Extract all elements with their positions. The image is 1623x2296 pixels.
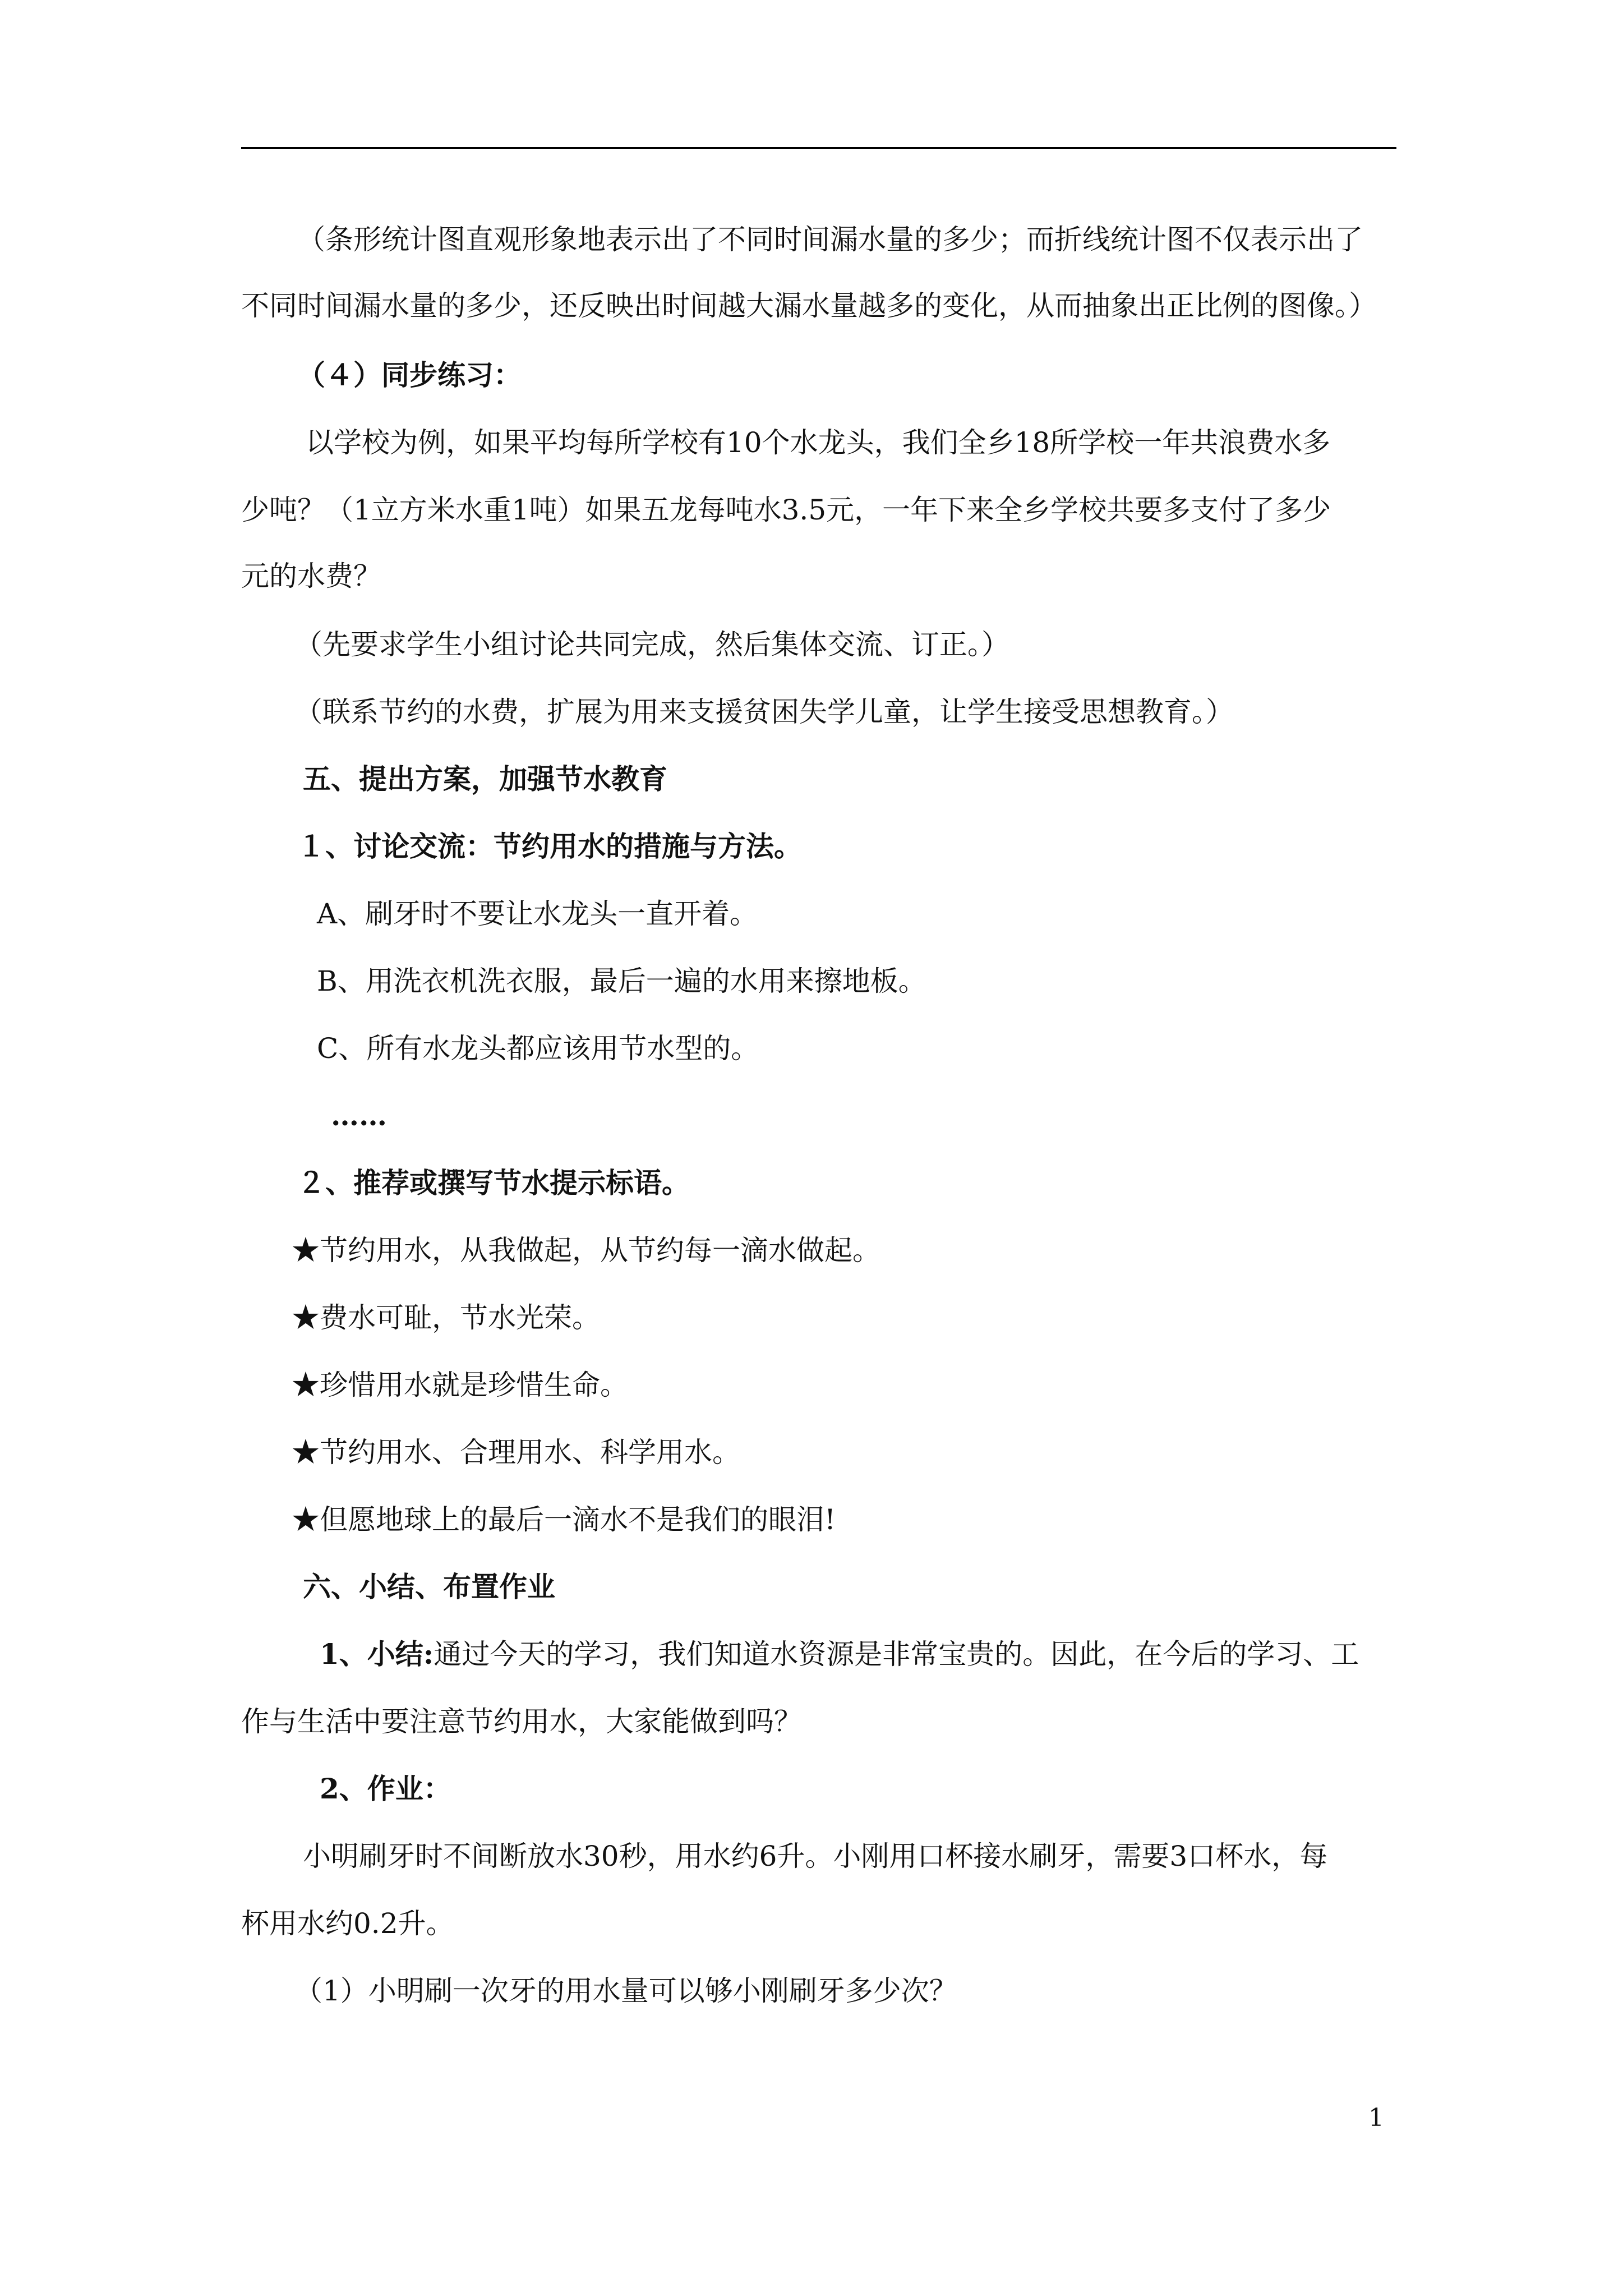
section-heading: 六、小结、布置作业 — [303, 1570, 555, 1603]
paragraph-line: 不同时间漏水量的多少，还反映出时间越大漏水量越多的变化，从而抽象出正比例的图像。） — [241, 289, 1377, 322]
slogan-item: ★节约用水、合理用水、科学用水。 — [292, 1436, 740, 1469]
slogan-item: ★费水可耻，节水光荣。 — [292, 1301, 600, 1334]
paragraph-line: （1）小明刷一次牙的用水量可以够小刚刷牙多少次？ — [294, 1975, 957, 2007]
paragraph-line: 小明刷牙时不间断放水30秒，用水约6升。小刚用口杯接水刷牙，需要3口杯水，每 — [303, 1840, 1328, 1872]
list-item: A、刷牙时不要让水龙头一直开着。 — [317, 898, 758, 930]
list-item: C、所有水龙头都应该用节水型的。 — [317, 1032, 759, 1065]
page-number: 1 — [1368, 2104, 1384, 2132]
section-heading: （４）同步练习： — [297, 358, 522, 392]
ellipsis: …… — [331, 1099, 387, 1132]
paragraph-line: 以学校为例，如果平均每所学校有10个水龙头，我们全乡18所学校一年共浪费水多 — [306, 426, 1331, 459]
paragraph-line: 杯用水约0.2升。 — [241, 1907, 454, 1940]
section-heading: 2、作业： — [320, 1772, 451, 1805]
paragraph-line: 元的水费？ — [241, 560, 381, 592]
slogan-item: ★节约用水，从我做起，从节约每一滴水做起。 — [292, 1234, 880, 1267]
section-heading: １、讨论交流：节约用水的措施与方法。 — [297, 830, 802, 863]
slogan-item: ★但愿地球上的最后一滴水不是我们的眼泪! — [292, 1503, 836, 1536]
section-heading: 五、提出方案，加强节水教育 — [303, 762, 667, 795]
paragraph-line: 作与生活中要注意节约用水，大家能做到吗？ — [241, 1705, 802, 1738]
paragraph-line: （先要求学生小组讨论共同完成，然后集体交流、订正。） — [294, 628, 1009, 661]
paragraph-line — [320, 1636, 1359, 1672]
list-item: B、用洗衣机洗衣服，最后一遍的水用来擦地板。 — [317, 965, 926, 997]
slogan-item: ★珍惜用水就是珍惜生命。 — [292, 1369, 628, 1401]
header-rule — [241, 147, 1396, 149]
paragraph-line: 少吨？（1立方米水重1吨）如果五龙每吨水3.5元，一年下来全乡学校共要多支付了多少 — [241, 494, 1331, 526]
paragraph-line: （联系节约的水费，扩展为用来支援贫困失学儿童，让学生接受思想教育。） — [294, 696, 1234, 728]
paragraph-line: （条形统计图直观形象地表示出了不同时间漏水量的多少；而折线统计图不仅表示出了 — [297, 223, 1363, 256]
summary-text: 通过今天的学习，我们知道水资源是非常宝贵的。因此，在今后的学习、工 — [434, 1638, 1359, 1671]
section-heading: ２、推荐或撰写节水提示标语。 — [297, 1166, 690, 1199]
summary-label: 1、小结: — [320, 1637, 434, 1671]
